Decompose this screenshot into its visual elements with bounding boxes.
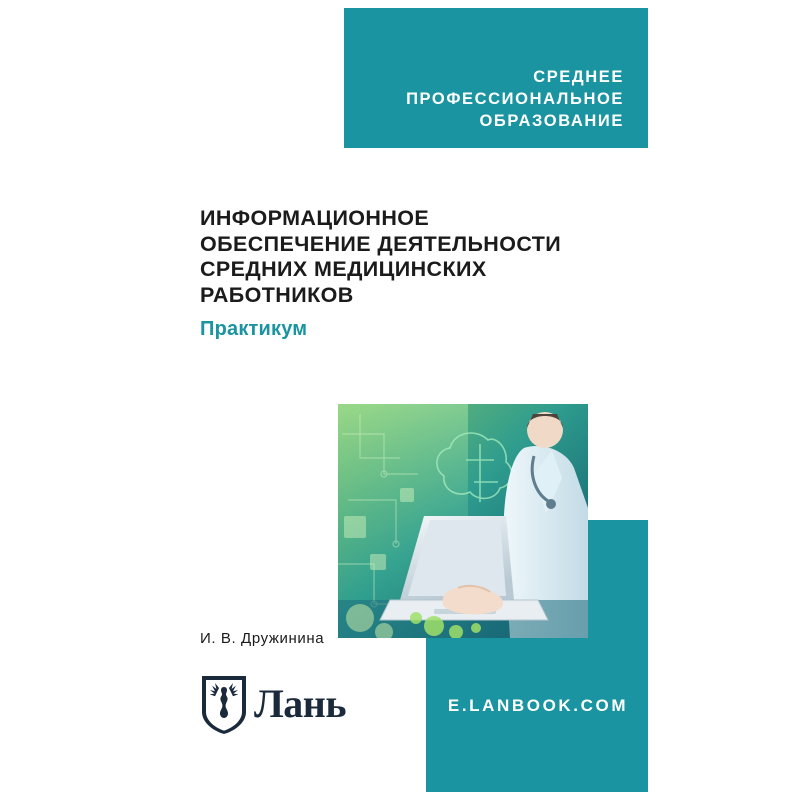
deer-shield-icon [200,674,248,741]
website-url: E.LANBOOK.COM [447,696,629,715]
title-line-1: ИНФОРМАЦИОННОЕ [200,206,430,230]
series-line-2: ПРОФЕССИОНАЛЬНОЕ [406,90,624,108]
book-front-page [152,8,648,792]
title-subtitle: Практикум [200,318,308,340]
cover-photo [338,404,588,638]
title-line-2: ОБЕСПЕЧЕНИЕ ДЕЯТЕЛЬНОСТИ [200,231,562,256]
publisher-logo [200,674,360,738]
title-area [200,206,620,341]
series-block [344,8,648,148]
title-line-3: СРЕДНИХ МЕДИЦИНСКИХ [200,257,487,281]
series-line-3: ОБРАЗОВАНИЕ [479,112,624,130]
series-line-1: СРЕДНЕЕ [533,68,624,86]
title-line-4: РАБОТНИКОВ [200,282,354,307]
publisher-name: Лань [254,681,347,726]
author-name: И. В. Дружинина [200,630,325,647]
